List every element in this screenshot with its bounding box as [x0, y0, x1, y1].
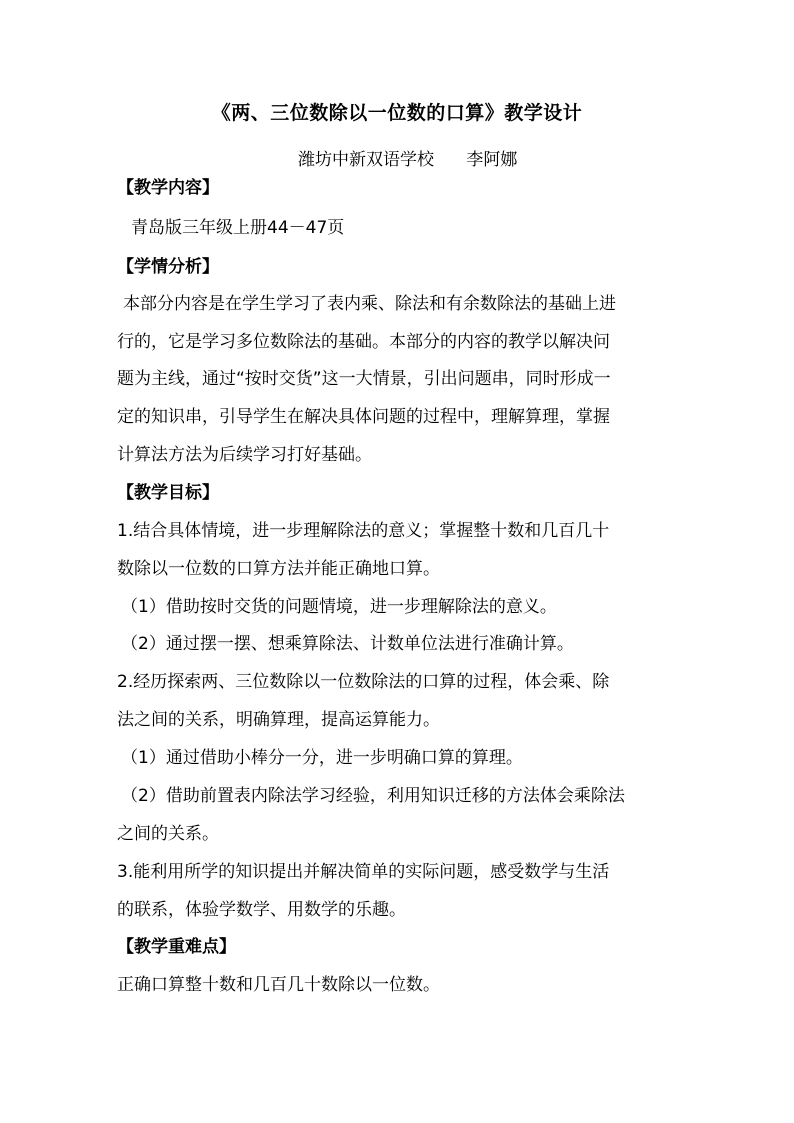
- key-points-text: 正确口算整十数和几百几十数除以一位数。: [117, 975, 440, 995]
- section-heading-analysis: 【学情分析】: [117, 257, 219, 277]
- goal-line: （2）借助前置表内除法学习经验，利用知识迁移的方法体会乘除法: [121, 786, 625, 806]
- analysis-line: 题为主线，通过“按时交货”这一大情景，引出问题串，同时形成一: [117, 369, 611, 389]
- analysis-line: 本部分内容是在学生学习了表内乘、除法和有余数除法的基础上进: [123, 294, 616, 314]
- goal-line: 2.经历探索两、三位数除以一位数除法的口算的过程，体会乘、除: [117, 672, 610, 692]
- goal-line: （2）通过摆一摆、想乘算除法、计数单位法进行准确计算。: [121, 634, 574, 654]
- goal-line: 的联系，体验学数学、用数学的乐趣。: [117, 900, 406, 920]
- analysis-line: 行的，它是学习多位数除法的基础。本部分的内容的教学以解决问: [117, 332, 610, 352]
- goal-line: 1.结合具体情境，进一步理解除法的意义；掌握整十数和几百几十: [117, 521, 610, 541]
- author-line: 潍坊中新双语学校 李阿娜: [298, 150, 518, 170]
- goal-line: 之间的关系。: [117, 824, 219, 844]
- content-text: 青岛版三年级上册44－47页: [131, 218, 345, 238]
- document-title: 《两、三位数除以一位数的口算》教学设计: [211, 102, 583, 124]
- goal-line: 3.能利用所学的知识提出并解决简单的实际问题，感受数学与生活: [117, 862, 610, 882]
- section-heading-goals: 【教学目标】: [117, 483, 219, 503]
- section-heading-content: 【教学内容】: [117, 178, 219, 198]
- goal-line: 法之间的关系，明确算理，提高运算能力。: [117, 710, 440, 730]
- section-heading-key-points: 【教学重难点】: [117, 937, 236, 957]
- goal-line: （1）借助按时交货的问题情境，进一步理解除法的意义。: [121, 597, 557, 617]
- analysis-line: 计算法方法为后续学习打好基础。: [117, 445, 372, 465]
- analysis-line: 定的知识串，引导学生在解决具体问题的过程中，理解算理，掌握: [117, 407, 610, 427]
- goal-line: （1）通过借助小棒分一分，进一步明确口算的算理。: [121, 748, 523, 768]
- goal-line: 数除以一位数的口算方法并能正确地口算。: [117, 559, 440, 579]
